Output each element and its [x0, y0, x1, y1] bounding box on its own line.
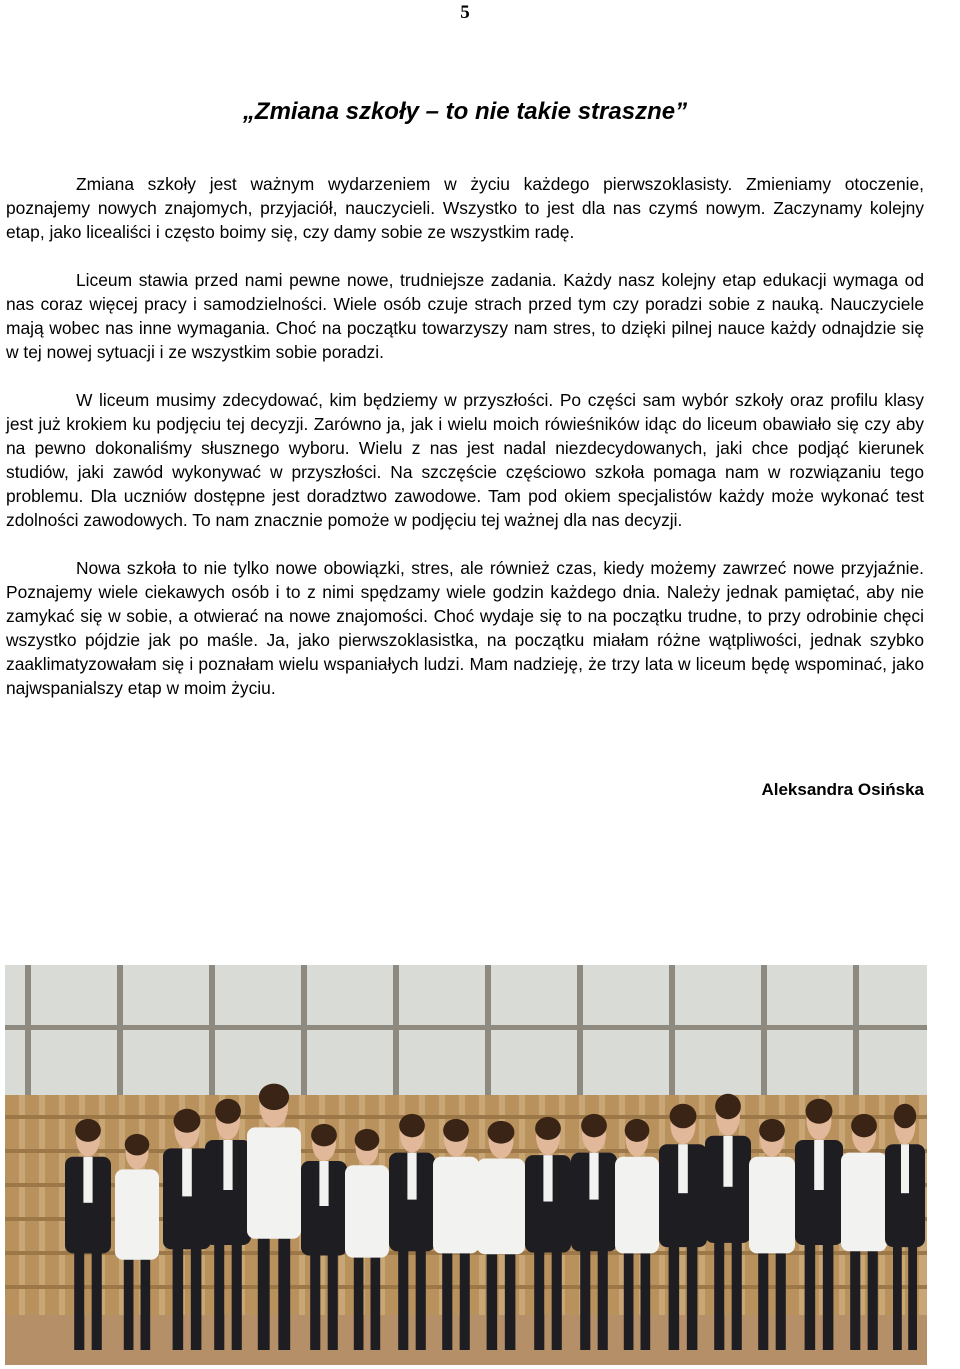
person-leg: [758, 1247, 768, 1351]
person-leg: [232, 1238, 242, 1351]
person-leg: [328, 1249, 338, 1350]
class-group-photo: [5, 965, 927, 1365]
person-hair: [443, 1119, 469, 1142]
person-leg: [805, 1238, 816, 1351]
person-leg: [823, 1238, 834, 1351]
person-leg: [714, 1235, 724, 1350]
person-leg: [460, 1247, 470, 1351]
person-leg: [687, 1240, 698, 1350]
paragraph-2: Liceum stawia przed nami pewne nowe, trudniejsze zadania. Każdy nasz kolejny etap edukacji wymaga od nas coraz więcej pracy i samodzielności. Wiele osób czuje strach przed tym czy poradzi sobie z nauką. Nauczyciele mają wobec nas inne wymagania. Choć na początku towarzyszy nam stres, to dzięki pilnej nauce każdy odnajdzie się w tej nowej sytuacji i ze wszystkim sobie poradzi.: [6, 270, 924, 362]
person-leg: [732, 1235, 742, 1350]
person-leg: [191, 1242, 202, 1350]
person-torso: [841, 1153, 887, 1252]
person-collar: [678, 1144, 688, 1193]
person-leg: [416, 1244, 426, 1350]
person-hair: [806, 1099, 833, 1124]
article-title: „Zmiana szkoły – to nie takie straszne”: [242, 98, 688, 125]
article-author: Aleksandra Osińska: [761, 780, 924, 799]
person-leg: [505, 1247, 516, 1350]
person-leg: [354, 1251, 364, 1350]
photo-window-frame: [5, 1025, 927, 1030]
person-leg: [776, 1247, 786, 1351]
person-hair: [625, 1119, 650, 1142]
person-leg: [398, 1244, 408, 1350]
person-hair: [894, 1104, 916, 1129]
person-hair: [355, 1129, 380, 1151]
photo-wall-bar: [5, 1095, 19, 1325]
person-leg: [74, 1247, 84, 1351]
person-leg: [487, 1247, 498, 1350]
person-hair: [174, 1109, 201, 1133]
person-hair: [851, 1114, 877, 1138]
photo-wall-bar: [45, 1095, 59, 1325]
person-leg: [173, 1242, 184, 1350]
person-leg: [534, 1246, 544, 1350]
person-leg: [371, 1251, 381, 1350]
paragraph-3: W liceum musimy zdecydować, kim będziemy w przyszłości. Po części sam wybór szkoły oraz profilu klasy jest już krokiem ku podjęciu tej decyzji. Zarówno ja, jak i wielu moich rówieśników idąc do liceum obawiało się czy aby na pewno dokonaliśmy słusznego wyboru. Wielu z nas jest nadal niezdecydowanych, jaki chce podjąć kierunek studiów, jaki zawód wykonywać w przyszłości. Na szczęście częściowo szkoła pomaga nam w rozwiązaniu tego problemu. Dla uczniów dostępne jest doradztwo zawodowe. Tam pod okiem specjalistów każdy może wykonać test zdolności zawodowych. To nam znacznie pomoże w podjęciu tej ważnej dla nas decyzji.: [6, 390, 924, 530]
person-leg: [669, 1240, 680, 1350]
person-torso: [615, 1157, 659, 1254]
person-torso: [477, 1158, 525, 1254]
person-leg: [580, 1244, 590, 1350]
person-hair: [670, 1104, 697, 1129]
person-leg: [908, 1240, 917, 1350]
person-hair: [311, 1124, 337, 1147]
page-number: 5: [460, 2, 470, 23]
person-leg: [598, 1244, 608, 1350]
person-leg: [258, 1231, 270, 1350]
person-collar: [814, 1140, 824, 1190]
article-body: [6, 172, 924, 724]
paragraph-1: Zmiana szkoły jest ważnym wydarzeniem w życiu każdego pierwszoklasisty. Zmieniamy otoczenie, poznajemy nowych znajomych, przyjaciół, nauczycieli. Wszystko to jest dla nas czymś nowym. Zaczynamy kolejny etap, jako licealiści i często boimy się, czy damy sobie ze wszystkim radę.: [6, 174, 924, 242]
person-collar: [407, 1153, 416, 1200]
person-leg: [442, 1247, 452, 1351]
person-hair: [715, 1094, 741, 1120]
person-leg: [868, 1244, 878, 1350]
person-collar: [589, 1153, 598, 1200]
person-torso: [247, 1127, 301, 1238]
person-collar: [223, 1140, 232, 1190]
person-hair: [125, 1134, 150, 1156]
person-leg: [124, 1253, 134, 1350]
person-hair: [759, 1119, 785, 1142]
person-leg: [893, 1240, 902, 1350]
person-collar: [319, 1161, 328, 1206]
person-collar: [182, 1148, 192, 1196]
person-leg: [214, 1238, 224, 1351]
person-collar: [723, 1136, 732, 1187]
person-leg: [624, 1247, 634, 1351]
person-torso: [115, 1169, 159, 1259]
person-hair: [259, 1084, 289, 1111]
person-leg: [641, 1247, 651, 1351]
person-hair: [399, 1114, 425, 1138]
person-hair: [75, 1119, 101, 1142]
person-leg: [278, 1231, 290, 1350]
person-leg: [92, 1247, 102, 1351]
person-hair: [535, 1117, 561, 1140]
person-hair: [215, 1099, 241, 1124]
photo-wall-bar: [25, 1095, 39, 1325]
person-collar: [83, 1157, 92, 1203]
person-leg: [552, 1246, 562, 1350]
person-torso: [433, 1157, 479, 1254]
person-hair: [488, 1121, 515, 1144]
person-leg: [310, 1249, 320, 1350]
person-collar: [901, 1144, 909, 1193]
paragraph-4: Nowa szkoła to nie tylko nowe obowiązki, stres, ale również czas, kiedy możemy zawrzeć nowe przyjaźnie. Poznajemy wiele ciekawych osób i to z nimi spędzamy wiele godzin każdego dnia. Należy jednak pamiętać, aby nie zamykać się w sobie, a otwierać na nowe znajomości. Choć wydaje się to na początku trudne, to przy odrobinie chęci wszystko pójdzie jak po maśle. Ja, jako pierwszoklasistka, na początku miałam różne wątpliwości, jednak szybko zaaklimatyzowałam się i poznałam wielu wspaniałych ludzi. Mam nadzieję, że trzy lata w liceum będę wspominać, jako najwspanialszy etap w moim życiu.: [6, 558, 924, 698]
person-leg: [141, 1253, 151, 1350]
person-leg: [850, 1244, 860, 1350]
person-hair: [581, 1114, 607, 1138]
person-torso: [749, 1157, 795, 1254]
person-torso: [345, 1165, 389, 1257]
group-photo-image: [5, 965, 927, 1365]
photo-wall-rung: [5, 1115, 927, 1119]
person-collar: [543, 1155, 552, 1201]
